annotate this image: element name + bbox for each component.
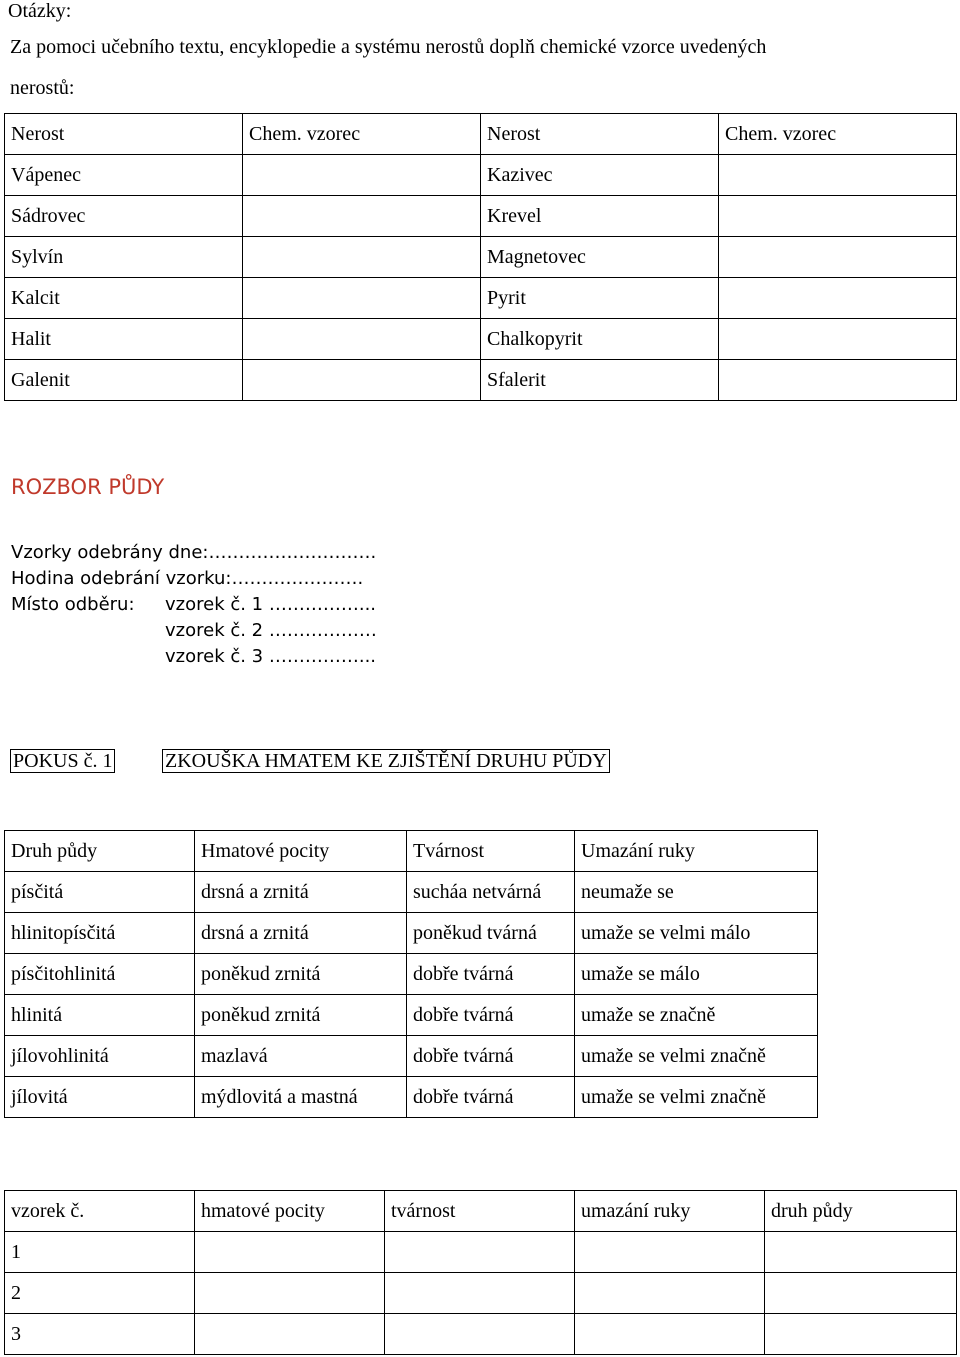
- soil-texture-table-body: [5, 831, 818, 1118]
- questions-heading: Otázky:: [8, 0, 72, 22]
- samples-table-cell[interactable]: [195, 1314, 385, 1355]
- sampling-hour-line: Hodina odebrání vzorku:………………….: [11, 568, 364, 589]
- minerals-table-row: [5, 278, 957, 319]
- samples-table-cell: 2: [5, 1273, 195, 1314]
- minerals-table-cell[interactable]: [719, 196, 957, 237]
- minerals-table-cell: Pyrit: [481, 278, 719, 319]
- minerals-table-cell[interactable]: [243, 237, 481, 278]
- minerals-table-cell[interactable]: [243, 155, 481, 196]
- minerals-table-cell: Chalkopyrit: [481, 319, 719, 360]
- minerals-table-cell: Kalcit: [5, 278, 243, 319]
- samples-table-cell[interactable]: [195, 1232, 385, 1273]
- minerals-table-cell: Magnetovec: [481, 237, 719, 278]
- section-title: ROZBOR PŮDY: [11, 475, 165, 499]
- minerals-table-cell: Krevel: [481, 196, 719, 237]
- minerals-table-cell[interactable]: [719, 237, 957, 278]
- samples-table-cell[interactable]: [765, 1232, 957, 1273]
- minerals-table-cell[interactable]: [243, 360, 481, 401]
- minerals-table-body: [5, 114, 957, 401]
- minerals-table-cell: Halit: [5, 319, 243, 360]
- soil-texture-table-cell: drsná a zrnitá: [195, 872, 407, 913]
- soil-texture-table-row: [5, 954, 818, 995]
- task-text-line1: Za pomoci učebního textu, encyklopedie a systému nerostů doplň chemické vzorce uvedených: [10, 36, 767, 58]
- minerals-table-cell: Vápenec: [5, 155, 243, 196]
- samples-table-cell: 1: [5, 1232, 195, 1273]
- soil-texture-table-cell: umaže se velmi málo: [575, 913, 818, 954]
- soil-texture-table-row: [5, 995, 818, 1036]
- minerals-table-cell[interactable]: [243, 278, 481, 319]
- soil-texture-table-cell: poněkud zrnitá: [195, 954, 407, 995]
- minerals-table-cell[interactable]: [243, 319, 481, 360]
- soil-texture-table-header-row: [5, 831, 818, 872]
- experiment-title: ZKOUŠKA HMATEM KE ZJIŠTĚNÍ DRUHU PŮDY: [162, 750, 610, 773]
- soil-texture-table-row: [5, 872, 818, 913]
- minerals-table-cell[interactable]: [243, 196, 481, 237]
- minerals-table-header-cell: Nerost: [5, 114, 243, 155]
- soil-texture-table-cell: poněkud zrnitá: [195, 995, 407, 1036]
- minerals-table-header-row: [5, 114, 957, 155]
- soil-texture-table-cell: jílovitá: [5, 1077, 195, 1118]
- minerals-table-cell: Sádrovec: [5, 196, 243, 237]
- sampling-date-line: Vzorky odebrány dne:……………………….: [11, 542, 377, 563]
- minerals-table-header-cell: Chem. vzorec: [719, 114, 957, 155]
- samples-table-header-cell: umazání ruky: [575, 1191, 765, 1232]
- soil-texture-table-cell: sucháa netvárná: [407, 872, 575, 913]
- samples-table-header-cell: druh půdy: [765, 1191, 957, 1232]
- soil-texture-table-cell: hlinitopísčitá: [5, 913, 195, 954]
- minerals-table-cell: Sfalerit: [481, 360, 719, 401]
- sample-1-line: vzorek č. 1 ……………...: [165, 594, 377, 615]
- soil-texture-table-header-cell: Umazání ruky: [575, 831, 818, 872]
- minerals-table-header-cell: Nerost: [481, 114, 719, 155]
- minerals-table-cell[interactable]: [719, 360, 957, 401]
- soil-texture-table-cell: písčitohlinitá: [5, 954, 195, 995]
- minerals-table: [4, 113, 957, 401]
- samples-table-header-cell: vzorek č.: [5, 1191, 195, 1232]
- minerals-table-cell: Kazivec: [481, 155, 719, 196]
- samples-table-cell[interactable]: [575, 1273, 765, 1314]
- task-text-line2: nerostů:: [10, 77, 75, 99]
- soil-texture-table-row: [5, 1077, 818, 1118]
- minerals-table-row: [5, 196, 957, 237]
- samples-table-cell: 3: [5, 1314, 195, 1355]
- soil-texture-table-cell: dobře tvárná: [407, 954, 575, 995]
- soil-texture-table-header-cell: Druh půdy: [5, 831, 195, 872]
- samples-table-cell[interactable]: [765, 1314, 957, 1355]
- minerals-table-row: [5, 360, 957, 401]
- samples-table-cell[interactable]: [575, 1314, 765, 1355]
- minerals-table-cell[interactable]: [719, 319, 957, 360]
- soil-texture-table-cell: umaže se značně: [575, 995, 818, 1036]
- soil-texture-table-cell: mýdlovitá a mastná: [195, 1077, 407, 1118]
- minerals-table-row: [5, 155, 957, 196]
- samples-table-body: [5, 1191, 957, 1355]
- samples-table-row: [5, 1273, 957, 1314]
- samples-table-header-row: [5, 1191, 957, 1232]
- minerals-table-row: [5, 237, 957, 278]
- sampling-place-label: Místo odběru:: [11, 594, 135, 615]
- experiment-label: POKUS č. 1: [10, 750, 115, 773]
- samples-table-cell[interactable]: [765, 1273, 957, 1314]
- sample-2-line: vzorek č. 2 ………………: [165, 620, 377, 641]
- soil-texture-table-header-cell: Hmatové pocity: [195, 831, 407, 872]
- minerals-table-cell: Sylvín: [5, 237, 243, 278]
- soil-texture-table: [4, 830, 818, 1118]
- samples-table-row: [5, 1314, 957, 1355]
- soil-texture-table-row: [5, 913, 818, 954]
- soil-texture-table-cell: mazlavá: [195, 1036, 407, 1077]
- soil-texture-table-cell: jílovohlinitá: [5, 1036, 195, 1077]
- soil-texture-table-cell: dobře tvárná: [407, 1077, 575, 1118]
- samples-table-cell[interactable]: [385, 1314, 575, 1355]
- minerals-table-cell[interactable]: [719, 155, 957, 196]
- samples-table-cell[interactable]: [385, 1232, 575, 1273]
- soil-texture-table-cell: umaže se málo: [575, 954, 818, 995]
- sample-3-line: vzorek č. 3 ……………...: [165, 646, 377, 667]
- soil-texture-table-header-cell: Tvárnost: [407, 831, 575, 872]
- soil-texture-table-cell: dobře tvárná: [407, 1036, 575, 1077]
- samples-table-row: [5, 1232, 957, 1273]
- soil-texture-table-cell: písčitá: [5, 872, 195, 913]
- samples-table-header-cell: hmatové pocity: [195, 1191, 385, 1232]
- soil-texture-table-cell: hlinitá: [5, 995, 195, 1036]
- soil-texture-table-cell: umaže se velmi značně: [575, 1036, 818, 1077]
- samples-table-header-cell: tvárnost: [385, 1191, 575, 1232]
- soil-texture-table-row: [5, 1036, 818, 1077]
- soil-texture-table-cell: dobře tvárná: [407, 995, 575, 1036]
- samples-table: [4, 1190, 957, 1355]
- minerals-table-cell: Galenit: [5, 360, 243, 401]
- minerals-table-row: [5, 319, 957, 360]
- soil-texture-table-cell: neumaže se: [575, 872, 818, 913]
- minerals-table-cell[interactable]: [719, 278, 957, 319]
- samples-table-cell[interactable]: [195, 1273, 385, 1314]
- soil-texture-table-cell: umaže se velmi značně: [575, 1077, 818, 1118]
- soil-texture-table-cell: poněkud tvárná: [407, 913, 575, 954]
- samples-table-cell[interactable]: [575, 1232, 765, 1273]
- minerals-table-header-cell: Chem. vzorec: [243, 114, 481, 155]
- soil-texture-table-cell: drsná a zrnitá: [195, 913, 407, 954]
- samples-table-cell[interactable]: [385, 1273, 575, 1314]
